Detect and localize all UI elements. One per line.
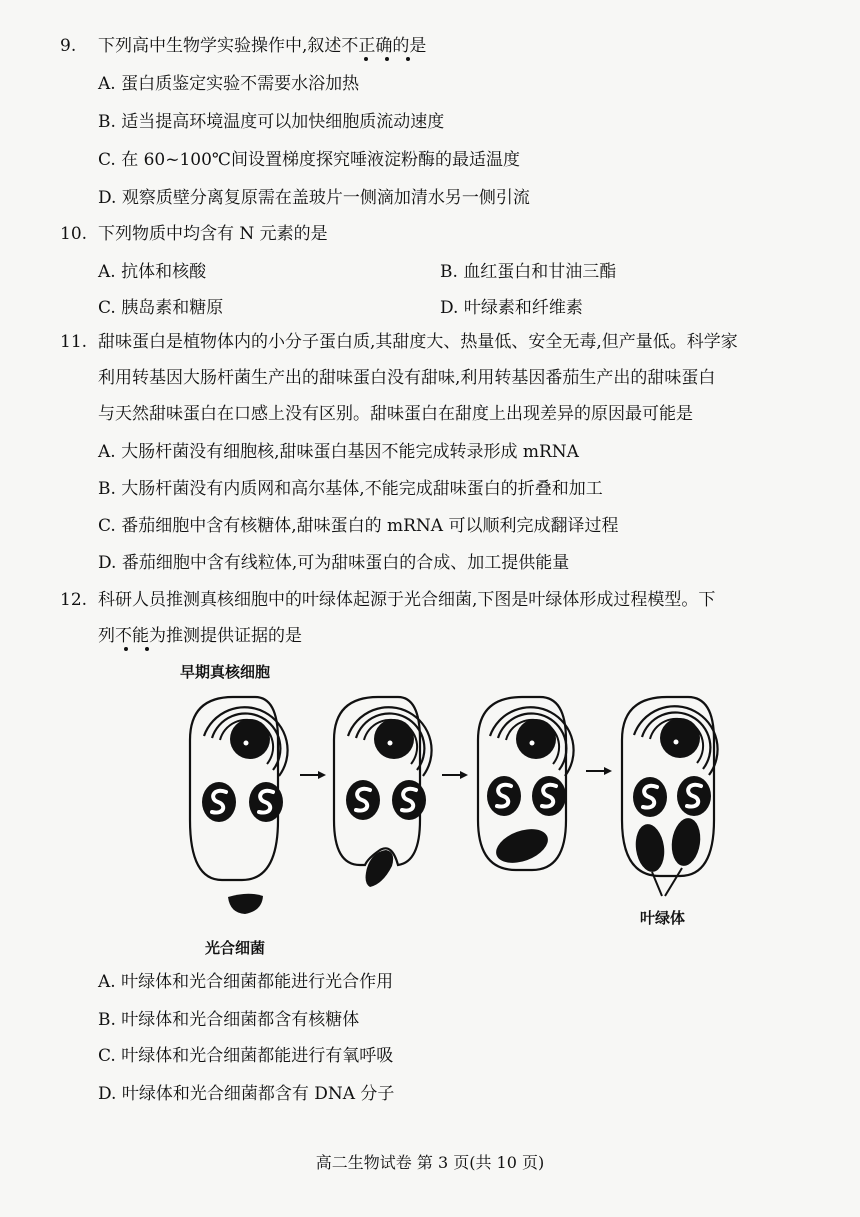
- question-12-option-c: C. 叶绿体和光合细菌都能进行有氧呼吸: [98, 1046, 394, 1066]
- question-9-option-a: A. 蛋白质鉴定实验不需要水浴加热: [98, 74, 360, 94]
- question-11-option-d: D. 番茄细胞中含有线粒体,可为甜味蛋白的合成、加工提供能量: [98, 553, 570, 573]
- question-12-option-b: B. 叶绿体和光合细菌都含有核糖体: [98, 1010, 360, 1030]
- cell-stage-1: [190, 697, 288, 914]
- question-12-option-d: D. 叶绿体和光合细菌都含有 DNA 分子: [98, 1084, 395, 1104]
- question-11-stem-line-2: 利用转基因大肠杆菌生产出的甜味蛋白没有甜味,利用转基因番茄生产出的甜味蛋白: [98, 368, 716, 388]
- question-9-option-b: B. 适当提高环境温度可以加快细胞质流动速度: [98, 112, 445, 132]
- page-footer: 高二生物试卷 第 3 页(共 10 页): [315, 1153, 545, 1172]
- question-11-option-b: B. 大肠杆菌没有内质网和高尔基体,不能完成甜味蛋白的折叠和加工: [98, 479, 603, 499]
- question-11-stem: 11. 甜味蛋白是植物体内的小分子蛋白质,其甜度大、热量低、安全无毒,但产量低。科学家: [60, 332, 738, 352]
- cell-stage-4: [622, 697, 718, 896]
- question-9-stem: 9. 下列高中生物学实验操作中,叙述不正确的是: [60, 36, 427, 56]
- question-10-option-b: B. 血红蛋白和甘油三酯: [440, 262, 617, 282]
- figure-label-early-eukaryote: 早期真核细胞: [180, 663, 271, 681]
- question-10-option-d: D. 叶绿素和纤维素: [440, 298, 583, 318]
- question-9-option-d: D. 观察质壁分离复原需在盖玻片一侧滴加清水另一侧引流: [98, 188, 530, 208]
- figure-label-photosynthetic-bacterium: 光合细菌: [205, 939, 266, 957]
- arrow-icon: [300, 771, 326, 779]
- question-10-stem: 10. 下列物质中均含有 N 元素的是: [60, 224, 328, 244]
- question-12-stem: 12. 科研人员推测真核细胞中的叶绿体起源于光合细菌,下图是叶绿体形成过程模型。下: [60, 590, 716, 610]
- question-12-option-a: A. 叶绿体和光合细菌都能进行光合作用: [98, 972, 394, 992]
- question-9-option-c: C. 在 60~100℃间设置梯度探究唾液淀粉酶的最适温度: [98, 150, 520, 170]
- question-11-stem-line-3: 与天然甜味蛋白在口感上没有区别。甜味蛋白在甜度上出现差异的原因最可能是: [98, 404, 693, 424]
- figure-label-chloroplast: 叶绿体: [640, 909, 686, 927]
- question-12-stem-line-2: 列不能为推测提供证据的是: [98, 626, 302, 646]
- question-10-option-c: C. 胰岛素和糖原: [98, 298, 224, 318]
- arrow-icon: [586, 767, 612, 775]
- cell-stage-3: [478, 697, 574, 870]
- arrow-icon: [442, 771, 468, 779]
- question-11-option-a: A. 大肠杆菌没有细胞核,甜味蛋白基因不能完成转录形成 mRNA: [98, 442, 579, 462]
- question-10-option-a: A. 抗体和核酸: [98, 262, 207, 282]
- question-11-option-c: C. 番茄细胞中含有核糖体,甜味蛋白的 mRNA 可以顺利完成翻译过程: [98, 516, 619, 536]
- cell-stage-2: [334, 697, 432, 887]
